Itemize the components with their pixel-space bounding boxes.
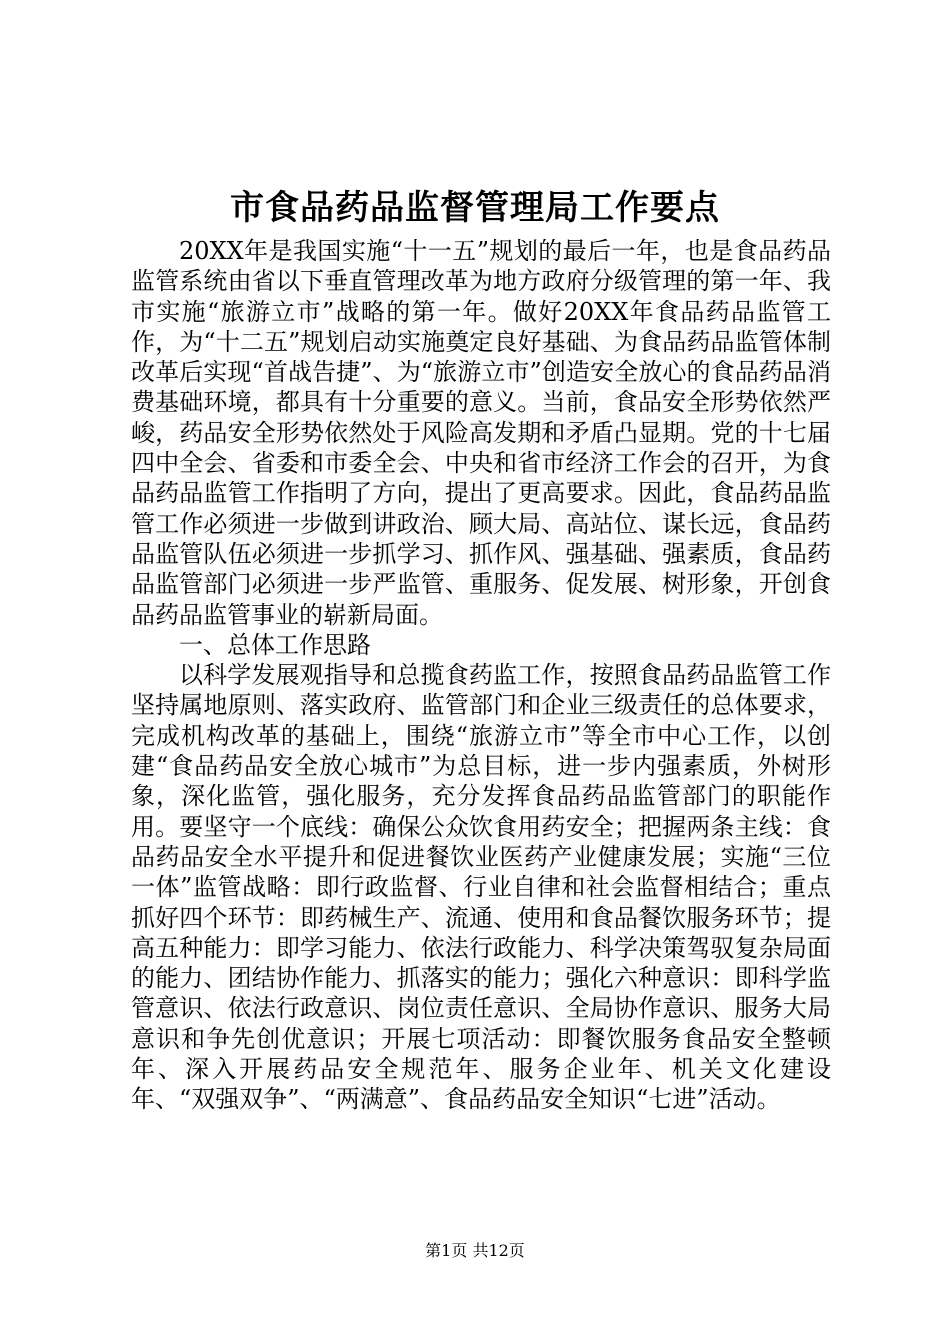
document-title: 市食品药品监督管理局工作要点 bbox=[230, 188, 720, 228]
intro-paragraph: 20XX年是我国实施“十一五”规划的最后一年，也是食品药品监管系统由省以下垂直管理改革为地方政府分级管理的第一年、我市实施“旅游立市”战略的第一年。做好20XX年食品药品监管工作，为“十二五”规划启动实施奠定良好基础、为食品药品监管体制改革后实现“首战告捷”、为“旅游立市”创造安全放心的食品药品消费基础环境，都具有十分重要的意义。当前，食品安全形势依然严峻，药品安全形势依然处于风险高发期和矛盾凸显期。党的十七届四中全会、省委和市委全会、中央和省市经济工作会的召开，为食品药品监管工作指明了方向，提出了更高要求。因此，食品药品监管工作必须进一步做到讲政治、顾大局、高站位、谋长远，食品药品监管队伍必须进一步抓学习、抓作风、强基础、强素质，食品药品监管部门必须进一步严监管、重服务、促发展、树形象，开创食品药品监管事业的崭新局面。 bbox=[131, 237, 831, 629]
section-heading: 一、总体工作思路 bbox=[179, 630, 371, 659]
section-paragraph: 以科学发展观指导和总揽食药监工作，按照食品药品监管工作坚持属地原则、落实政府、监管部门和企业三级责任的总体要求，完成机构改革的基础上，围绕“旅游立市”等全市中心工作，以创建“食品药品安全放心城市”为总目标，进一步内强素质，外树形象，深化监管，强化服务，充分发挥食品药品监管部门的职能作用。要坚守一个底线：确保公众饮食用药安全；把握两条主线：食品药品安全水平提升和促进餐饮业医药产业健康发展；实施“三位一体”监管战略：即行政监督、行业自律和社会监督相结合；重点抓好四个环节：即药械生产、流通、使用和食品餐饮服务环节；提高五种能力：即学习能力、依法行政能力、科学决策驾驭复杂局面的能力、团结协作能力、抓落实的能力；强化六种意识：即科学监管意识、依法行政意识、岗位责任意识、全局协作意识、服务大局意识和争先创优意识；开展七项活动：即餐饮服务食品安全整顿年、深入开展药品安全规范年、服务企业年、机关文化建设年、“双强双争”、“两满意”、食品药品安全知识“七进”活动。 bbox=[131, 661, 831, 1114]
page-footer: 第1页 共12页 bbox=[425, 1241, 525, 1260]
document-body bbox=[131, 236, 831, 1115]
